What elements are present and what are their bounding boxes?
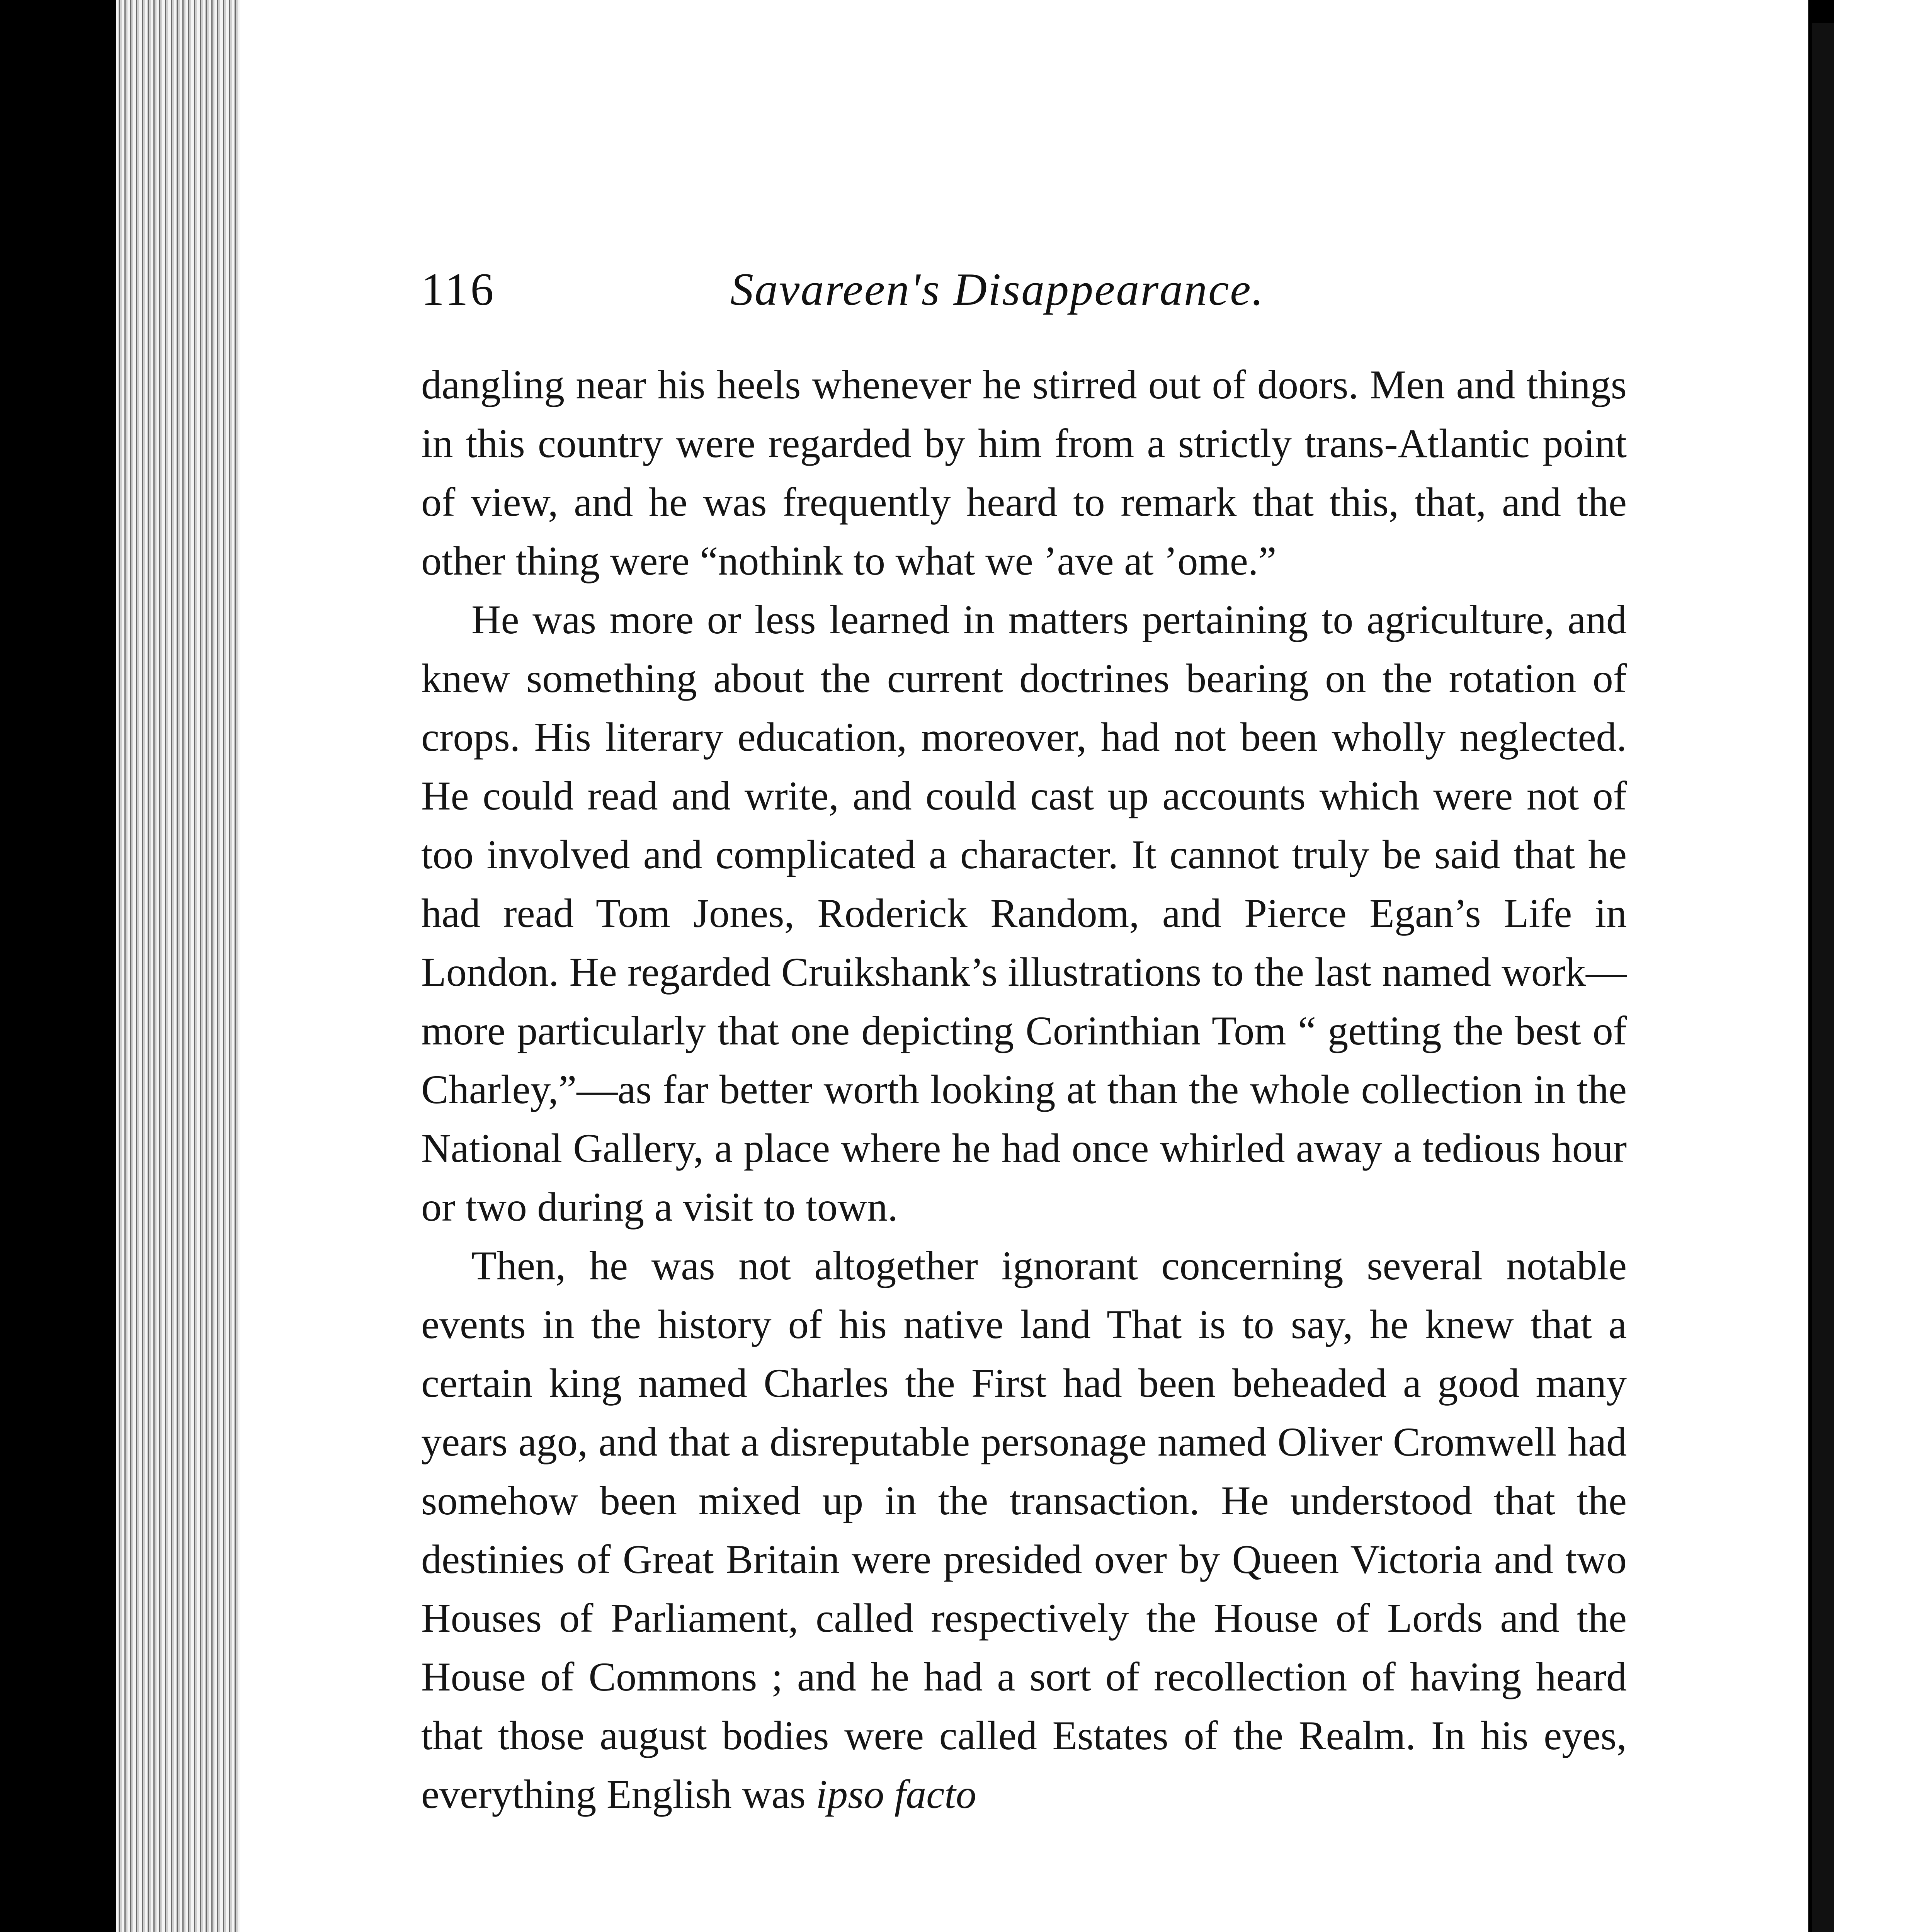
paragraph [421, 1236, 1627, 1824]
facing-page-fringe [1834, 0, 1932, 1932]
paragraph-text: Then, he was not altogether ignorant concerning several notable events in the history of his native land That is to say, he knew that a certain king named Charles the First had been beheaded a good many years ago, and that a disreputable personage named Oliver Cromwell had somehow been mixed up in the transaction. He understood that the destinies of Great Britain were presided over by Queen Victoria and two Houses of Parliament, called respectively the House of Lords and the House of Commons ; and he had a sort of recollection of having heard that those august bodies were called Estates of the Realm. In his eyes, everything English was [421, 1243, 1627, 1817]
page-edges [116, 0, 243, 1932]
binding-edge [1812, 23, 1834, 1932]
body-text [421, 355, 1627, 1824]
paragraph: He was more or less learned in matters pertaining to agriculture, and knew something about the current doctrines bearing on the rotation of crops. His literary education, moreover, had not been wholly neglected. He could read and write, and could cast up accounts which were not of too involved and complicated a character. It cannot truly be said that he had read Tom Jones, Roderick Random, and Pierce Egan’s Life in London. He regarded Cruikshank’s illustrations to the last named work—more particularly that one depicting Corinthian Tom “ getting the best of Charley,”—as far better worth looking at than the whole collection in the National Gallery, a place where he had once whirled away a tedious hour or two during a visit to town. [421, 597, 1627, 1230]
italic-phrase: ipso facto [816, 1772, 976, 1817]
running-title: Savareen's Disappearance. [730, 264, 1265, 315]
paragraph: dangling near his heels whenever he stirred out of doors. Men and things in this country were regarded by him from a strictly trans-Atlantic point of view, and he was frequently heard to remark that this, that, and the other thing were “nothink to what we ’ave at ’ome.” [421, 362, 1627, 583]
page-header [421, 263, 1627, 332]
page-number: 116 [421, 264, 496, 315]
